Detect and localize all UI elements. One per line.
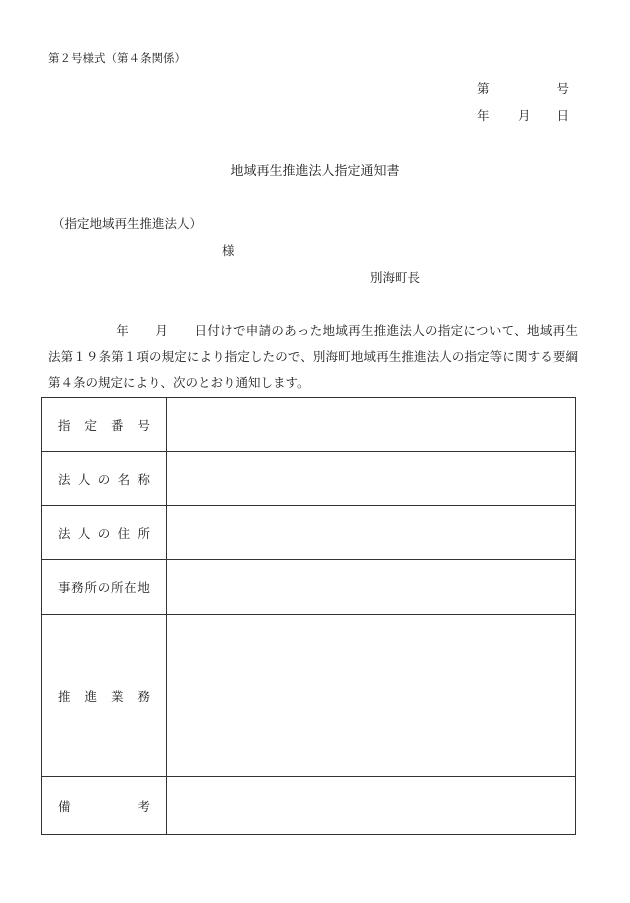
number-suffix: 号 — [556, 81, 569, 96]
label-char: 称 — [137, 471, 150, 487]
label-char: 務 — [71, 580, 84, 595]
body-month: 月 — [155, 323, 169, 338]
value-corporation-address — [167, 506, 576, 560]
label-char: 住 — [117, 525, 131, 541]
label-char: 推 — [58, 688, 71, 704]
row-label-cell — [42, 398, 167, 452]
designation-info-table — [41, 397, 576, 835]
table-row — [42, 615, 576, 777]
label-char: 定 — [84, 417, 97, 433]
label-char: の — [97, 525, 111, 541]
document-number-line — [477, 79, 571, 97]
date-year: 年 — [477, 108, 490, 123]
label-char: 法 — [58, 471, 71, 487]
recipient-honorific: 様 — [222, 243, 235, 258]
row-label-cell — [42, 777, 167, 835]
label-char: 在 — [124, 580, 137, 595]
label-char: 所 — [137, 525, 150, 541]
label-char: 所 — [84, 580, 97, 595]
label-char: 備 — [58, 798, 71, 814]
document-title: 地域再生推進法人指定通知書 — [230, 164, 400, 179]
body-year: 年 — [116, 323, 130, 338]
label-char: 号 — [137, 417, 150, 433]
recipient-label: （指定地域再生推進法人） — [52, 216, 203, 231]
label-char: 法 — [58, 525, 71, 541]
label-promotion-work — [42, 687, 166, 705]
date-day: 日 — [556, 108, 569, 123]
label-char: 人 — [77, 525, 91, 541]
label-char: 進 — [84, 688, 97, 704]
form-number-label: 第２号様式（第４条関係） — [48, 51, 186, 65]
label-office-location — [42, 578, 166, 596]
label-char: 考 — [137, 798, 150, 814]
body-text: 日付けで申請のあった地域再生推進法人の指定について、地域再生法第１９条第１項の規定により指定したので、別海町地域再生推進法人の指定等に関する要綱第４条の規定により、次のとおり通知します。 — [48, 323, 578, 390]
row-label-cell — [42, 560, 167, 615]
table-row — [42, 398, 576, 452]
row-label-cell — [42, 615, 167, 777]
row-label-cell — [42, 506, 167, 560]
value-promotion-work — [167, 615, 576, 777]
notice-body — [48, 318, 578, 396]
table-row — [42, 506, 576, 560]
label-designation-number — [42, 416, 166, 434]
label-char: 番 — [110, 417, 124, 433]
label-char: 地 — [137, 580, 150, 595]
label-corporation-name — [42, 470, 166, 488]
value-office-location — [167, 560, 576, 615]
number-prefix: 第 — [477, 81, 490, 96]
label-char: の — [97, 471, 111, 487]
label-remarks — [42, 797, 166, 815]
label-corporation-address — [42, 524, 166, 542]
value-corporation-name — [167, 452, 576, 506]
label-char: の — [97, 580, 111, 595]
date-month: 月 — [518, 108, 531, 123]
value-remarks — [167, 777, 576, 835]
label-char: 務 — [137, 688, 150, 704]
issuer-name: 別海町長 — [370, 270, 421, 285]
label-char: 名 — [117, 471, 131, 487]
table-row — [42, 560, 576, 615]
label-char: 指 — [58, 417, 71, 433]
label-char: 人 — [77, 471, 91, 487]
row-label-cell — [42, 452, 167, 506]
document-date-line — [477, 106, 571, 124]
label-char: 業 — [110, 688, 124, 704]
value-designation-number — [167, 398, 576, 452]
table-row — [42, 452, 576, 506]
label-char: 事 — [58, 580, 71, 595]
label-char: 所 — [110, 580, 124, 595]
table-row — [42, 777, 576, 835]
